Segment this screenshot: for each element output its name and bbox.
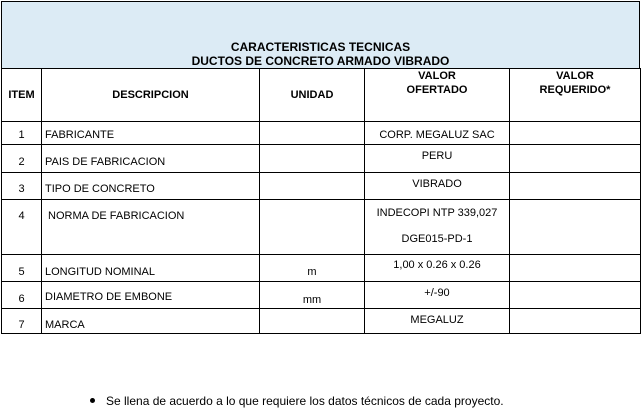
- title-line-2: DUCTOS DE CONCRETO ARMADO VIBRADO: [191, 54, 450, 68]
- table-row-7-ofertado: MEGALUZ: [365, 309, 510, 334]
- title-line-1: CARACTERISTICAS TECNICAS: [230, 40, 411, 54]
- header-valor-requerido: VALOR REQUERIDO*: [510, 68, 641, 122]
- table-row-2-item: 2: [2, 145, 42, 173]
- table-row-6-unidad: mm: [260, 282, 365, 309]
- bullet-icon: [90, 398, 95, 403]
- table-row-2-unidad: [260, 145, 365, 173]
- table-row-5-ofertado: 1,00 x 0.26 x 0.26: [365, 255, 510, 282]
- table-row-1-item: 1: [2, 122, 42, 145]
- table-row-7-unidad: [260, 309, 365, 334]
- table-row-5-requerido: [510, 255, 641, 282]
- header-item: ITEM: [2, 68, 42, 122]
- table-row-5-descripcion: LONGITUD NOMINAL: [42, 255, 260, 282]
- header-valor-ofertado: VALOR OFERTADO: [365, 68, 510, 122]
- table-row-2-descripcion: PAIS DE FABRICACION: [42, 145, 260, 173]
- table-row-1-descripcion: FABRICANTE: [42, 122, 260, 145]
- table-row-6-ofertado: +/-90: [365, 282, 510, 309]
- table-row-4-ofertado-line-2: DGE015-PD-1: [401, 233, 473, 245]
- table-row-3-requerido: [510, 173, 641, 200]
- table-row-1-unidad: [260, 122, 365, 145]
- table-row-2-ofertado: PERU: [365, 145, 510, 173]
- table-row-6-requerido: [510, 282, 641, 309]
- table-row-4-ofertado-line-1: INDECOPI NTP 339,027: [376, 207, 498, 219]
- table-row-6-descripcion: DIAMETRO DE EMBONE: [42, 282, 260, 309]
- header-descripcion: DESCRIPCION: [42, 68, 260, 122]
- table-row-4-item: 4: [2, 200, 42, 255]
- header-unidad: UNIDAD: [260, 68, 365, 122]
- footnote: Se llena de acuerdo a lo que requiere los datos técnicos de cada proyecto.: [106, 394, 504, 408]
- title-banner: [1, 1, 640, 69]
- table-row-3-descripcion: TIPO DE CONCRETO: [42, 173, 260, 200]
- table-row-1-requerido: [510, 122, 641, 145]
- table-row-3-ofertado: VIBRADO: [365, 173, 510, 200]
- table-row-5-item: 5: [2, 255, 42, 282]
- table-row-2-requerido: [510, 145, 641, 173]
- table-row-1-ofertado: CORP. MEGALUZ SAC: [365, 122, 510, 145]
- table-row-3-unidad: [260, 173, 365, 200]
- table-row-7-descripcion: MARCA: [42, 309, 260, 334]
- table-row-4-requerido: [510, 200, 641, 255]
- table-row-4-ofertado: [365, 200, 510, 255]
- table-row-4-unidad: [260, 200, 365, 255]
- table-row-6-item: 6: [2, 282, 42, 309]
- table-row-7-requerido: [510, 309, 641, 334]
- table-row-4-descripcion: NORMA DE FABRICACION: [42, 200, 260, 255]
- table-row-3-item: 3: [2, 173, 42, 200]
- table-row-5-unidad: m: [260, 255, 365, 282]
- table-row-7-item: 7: [2, 309, 42, 334]
